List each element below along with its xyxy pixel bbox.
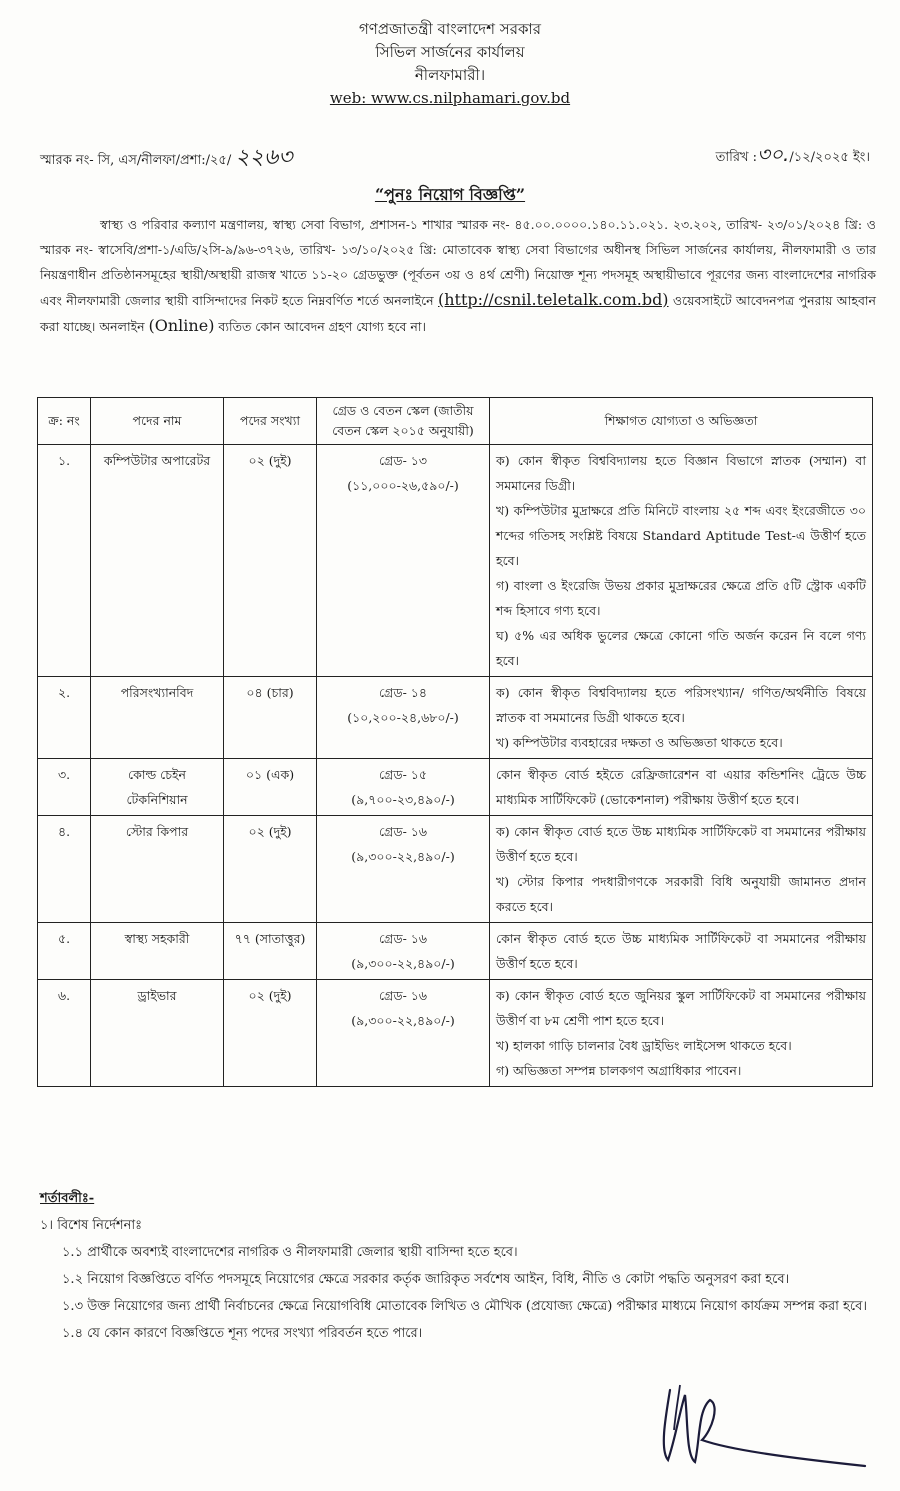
letterhead [0,18,900,110]
header-post-count: পদের সংখ্যা [224,398,317,445]
memo-number [40,140,292,177]
cell-serial: ৬. [38,980,91,1087]
qualification-item: খ) হালকা গাড়ি চালনার বৈধ ড্রাইভিং লাইসেন্স থাকতে হবে। [496,1038,792,1053]
section-special-instructions: ১। বিশেষ নির্দেশনাঃ [40,1218,143,1233]
header-grade-scale: গ্রেড ও বেতন স্কেল (জাতীয় বেতন স্কেল ২০১৫ অনুযায়ী) [317,398,490,445]
cell-serial: ৫. [38,923,91,980]
signature-image [640,1370,870,1470]
date-prefix: তারিখ : [715,150,758,165]
cell-grade-scale [317,759,490,816]
qualification-item: খ) স্টোর কিপার পদধারীগণকে সরকারী বিধি অনুযায়ী জামানত প্রদান করতে হবে। [496,874,866,914]
office-name: সিভিল সার্জনের কার্যালয় [375,43,525,61]
cell-post-count: ০১ (এক) [224,759,317,816]
memo-prefix: স্মারক নং- সি, এস/নীলফা/প্রশা:/২৫/ [40,153,232,168]
pay-scale: (১১,০০০-২৬,৫৯০/-) [347,478,459,493]
conditions-heading: শর্তাবলীঃ- [40,1191,95,1206]
intro-paragraph: স্বাস্থ্য ও পরিবার কল্যাণ মন্ত্রণালয়, স্বাস্থ্য সেবা বিভাগ, প্রশাসন-১ শাখার স্মারক নং- ৪৫.০০.০০০০.১৪০.১১.০২১. ২৩.২০২, তারিখ- ২৩/০১/২০২৪ খ্রি: ও স্মারক নং- স্বাসেবি/প্রশা-১/এডি/২সি-৯/৯৬-৩৭২৬, তারিখ- ১৩/১০/২০২৫ খ্রি: মোতাবেক স্বাস্থ্য সেবা বিভাগের অধীনস্থ সিভিল সার্জনের কার্যালয়, নীলফামারী ও তার নিয়ন্ত্রণাধীন প্রতিষ্ঠানসমূহের স্থায়ী/অস্থায়ী রাজস্ব খাতে ১১-২০ গ্রেডভুক্ত (পূর্বতন ৩য় ও ৪র্থ শ্রেণী) নিয়োক্ত শূন্য পদসমূহ অস্থায়ীভাবে পূরণের জন্য বাংলাদেশের নাগরিক এবং নীলফামারী জেলার স্থায়ী বাসিন্দাদের নিকট হতে নিম্নবর্ণিত শর্তে অনলাইনে (http://csnil.teletalk.com.bd) ওয়েবসাইটে আবেদনপত্র পুনরায় আহবান করা যাচ্ছে। অনলাইন (Online) ব্যতিত কোন আবেদন গ্রহণ যোগ্য হবে না। [40,217,877,335]
cell-post-count: ০২ (দুই) [224,445,317,677]
notice-title: “পুনঃ নিয়োগ বিজ্ঞপ্তি” [374,185,526,204]
condition-item: ১.১ প্রার্থীকে অবশ্যই বাংলাদেশের নাগরিক ও নীলফামারী জেলার স্থায়ী বাসিন্দা হতে হবে। [62,1245,518,1260]
cell-serial: ৪. [38,816,91,923]
cell-serial: ২. [38,677,91,759]
header-qualification: শিক্ষাগত যোগ্যতা ও অভিজ্ঞতা [490,398,873,445]
cell-grade-scale [317,816,490,923]
qualification-item: গ) অভিজ্ঞতা সম্পন্ন চালকগণ অগ্রাধিকার পাবেন। [496,1063,742,1078]
cell-post-name: কম্পিউটার অপারেটর [91,445,224,677]
qualification-item: ক) কোন স্বীকৃত বোর্ড হতে উচ্চ মাধ্যমিক সার্টিফিকেট বা সমমানের পরীক্ষায় উত্তীর্ণ হতে হবে। [496,824,866,864]
cell-post-count: ০৪ (চার) [224,677,317,759]
office-location: নীলফামারী। [414,66,486,84]
grade-label: গ্রেড- ১৫ [378,767,428,782]
condition-item: ১.৩ উক্ত নিয়োগের জন্য প্রার্থী নির্বাচনের ক্ষেত্রে নিয়োগবিধি মোতাবেক লিখিত ও মৌখিক (প্রযোজ্য ক্ষেত্রে) পরীক্ষার মাধ্যমে নিয়োগ কার্যক্রম সম্পন্ন করা হবে। [62,1299,867,1314]
cell-post-name: পরিসংখ্যানবিদ [91,677,224,759]
posts-table [37,397,873,1087]
cell-qualification [490,677,873,759]
cell-post-count: ০২ (দুই) [224,980,317,1087]
cell-qualification [490,980,873,1087]
qualification-item: ক) কোন স্বীকৃত বোর্ড হতে জুনিয়র স্কুল সার্টিফিকেট বা সমমানের পরীক্ষায় উত্তীর্ণ বা ৮ম শ্রেণী পাশ হতে হবে। [496,988,866,1028]
qualification-item: খ) কম্পিউটার মুদ্রাক্ষরে প্রতি মিনিটে বাংলায় ২৫ শব্দ এবং ইংরেজীতে ৩০ শব্দের গতিসহ সংশ্লিষ্ট বিষয়ে Standard Aptitude Test-এ উত্তীর্ণ হতে হবে। [496,503,866,568]
cell-post-name: স্টোর কিপার [91,816,224,923]
cell-grade-scale [317,980,490,1087]
pay-scale: (৯,৩০০-২২,৪৯০/-) [351,956,455,971]
pay-scale: (১০,২০০-২৪,৬৮০/-) [347,710,459,725]
condition-item: ১.৪ যে কোন কারণে বিজ্ঞপ্তিতে শূন্য পদের সংখ্যা পরিবর্তন হতে পারে। [62,1326,423,1341]
header-post-name: পদের নাম [91,398,224,445]
table-header-row [38,398,873,445]
qualification-item: কোন স্বীকৃত বোর্ড হইতে রেফ্রিজারেশন বা এয়ার কন্ডিশনিং ট্রেডে উচ্চ মাধ্যমিক সার্টিফিকেট (ভোকেশনাল) পরীক্ষায় উত্তীর্ণ হতে হবে। [496,767,866,807]
table-row [38,816,873,923]
qualification-item: কোন স্বীকৃত বোর্ড হতে উচ্চ মাধ্যমিক সার্টিফিকেট বা সমমানের পরীক্ষায় উত্তীর্ণ হতে হবে। [496,931,866,971]
conditions-section [40,1185,876,1347]
memo-handwritten-number: ২২৬৩ [235,145,293,170]
header-serial: ক্র: নং [38,398,91,445]
qualification-item: খ) কম্পিউটার ব্যবহারের দক্ষতা ও অভিজ্ঞতা থাকতে হবে। [496,735,783,750]
table-row [38,445,873,677]
application-link[interactable]: (http://csnil.teletalk.com.bd) [438,290,669,309]
table-row [38,677,873,759]
table-row [38,759,873,816]
pay-scale: (৯,৭০০-২৩,৪৯০/-) [351,792,455,807]
condition-item: ১.২ নিয়োগ বিজ্ঞপ্তিতে বর্ণিত পদসমূহে নিয়োগের ক্ষেত্রে সরকার কর্তৃক জারিকৃত সর্বশেষ আইন, বিধি, নীতি ও কোটা পদ্ধতি অনুসরণ করা হবে। [62,1272,790,1287]
cell-post-name: স্বাস্থ্য সহকারী [91,923,224,980]
grade-label: গ্রেড- ১৪ [378,685,428,700]
table-row [38,923,873,980]
qualification-item: ক) কোন স্বীকৃত বিশ্ববিদ্যালয় হতে বিজ্ঞান বিভাগে স্নাতক (সম্মান) বা সমমানের ডিগ্রী। [496,453,866,493]
website-link[interactable]: web: www.cs.nilphamari.gov.bd [329,89,571,107]
qualification-item: গ) বাংলা ও ইংরেজি উভয় প্রকার মুদ্রাক্ষরের ক্ষেত্রে প্রতি ৫টি স্ট্রোক একটি শব্দ হিসাবে গণ্য হবে। [496,578,866,618]
cell-post-name: ড্রাইভার [91,980,224,1087]
grade-label: গ্রেড- ১৬ [378,824,428,839]
cell-serial: ১. [38,445,91,677]
cell-grade-scale [317,677,490,759]
qualification-item: ঘ) ৫% এর অধিক ভুলের ক্ষেত্রে কোনো গতি অর্জন করেন নি বলে গণ্য হবে। [496,628,866,668]
pay-scale: (৯,৩০০-২২,৪৯০/-) [351,1013,455,1028]
date-handwritten: ৩০. [757,142,790,166]
cell-serial: ৩. [38,759,91,816]
grade-label: গ্রেড- ১৬ [378,988,428,1003]
govt-name: গণপ্রজাতন্ত্রী বাংলাদেশ সরকার [358,20,542,38]
cell-grade-scale [317,923,490,980]
cell-qualification [490,923,873,980]
table-row [38,980,873,1087]
cell-qualification [490,445,873,677]
cell-qualification [490,759,873,816]
cell-post-name: কোল্ড চেইন টেকনিশিয়ান [91,759,224,816]
memo-date [716,140,870,173]
cell-post-count: ০২ (দুই) [224,816,317,923]
grade-label: গ্রেড- ১৩ [378,453,428,468]
date-suffix: /১২/২০২৫ ইং। [789,150,870,165]
cell-grade-scale [317,445,490,677]
qualification-item: ক) কোন স্বীকৃত বিশ্ববিদ্যালয় হতে পরিসংখ্যান/ গণিত/অর্থনীতি বিষয়ে স্নাতক বা সমমানের ডিগ্রী থাকতে হবে। [496,685,866,725]
pay-scale: (৯,৩০০-২২,৪৯০/-) [351,849,455,864]
grade-label: গ্রেড- ১৬ [378,931,428,946]
cell-qualification [490,816,873,923]
cell-post-count: ৭৭ (সাতাত্তুর) [224,923,317,980]
